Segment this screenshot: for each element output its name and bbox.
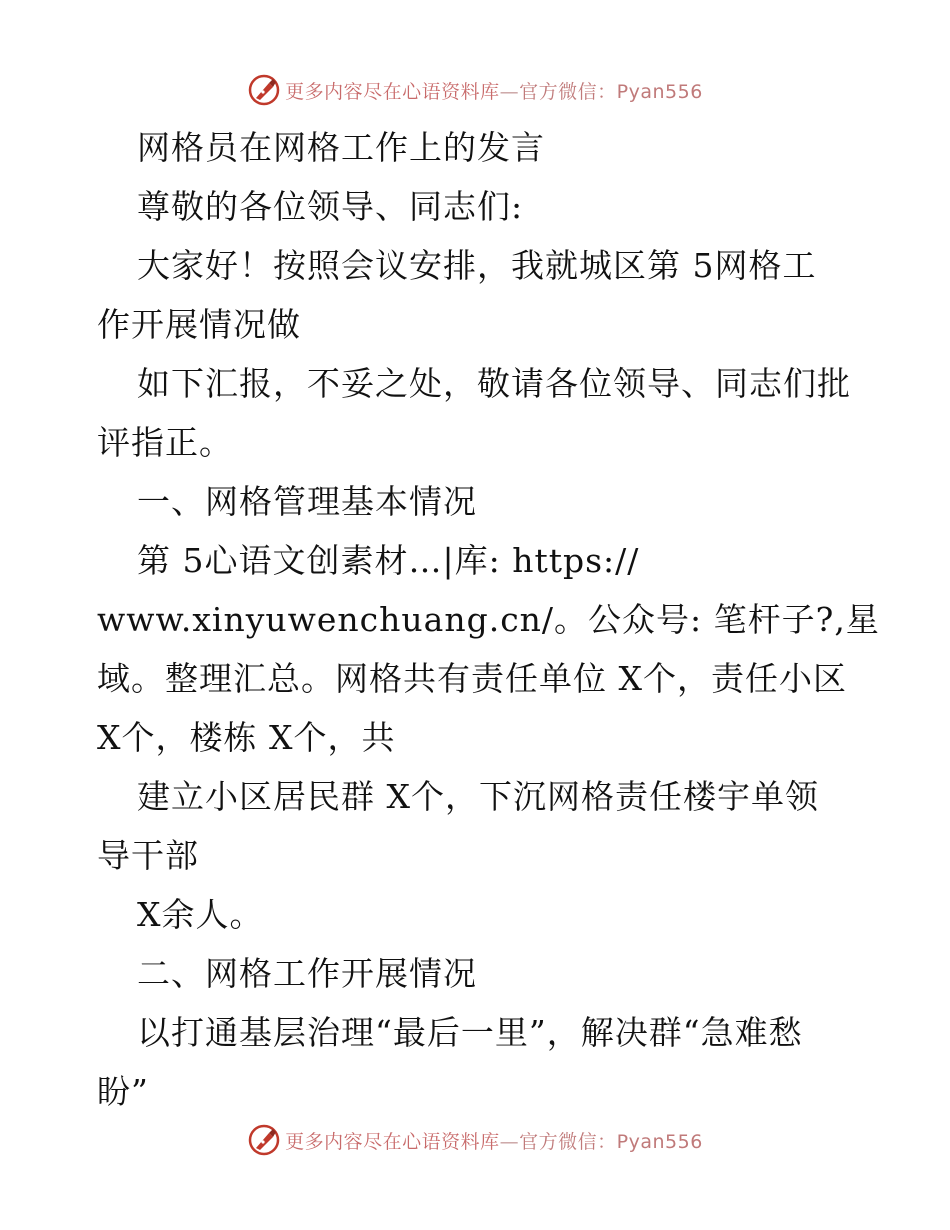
footer-banner	[0, 1120, 950, 1160]
header-banner	[0, 70, 950, 110]
banner-text	[285, 77, 703, 104]
paragraph-line: www.xinyuwenchuang.cn/。公众号: 笔杆子?,星	[97, 600, 880, 639]
paragraph-line: 如下汇报，不妥之处，敬请各位领导、同志们批	[137, 364, 851, 403]
paragraph-line: 以打通基层治理“最后一里”，解决群“急难愁	[137, 1013, 803, 1052]
banner-wechat-text: 官方微信：Pyan556	[519, 80, 703, 103]
banner-dash: —	[499, 80, 520, 103]
banner-main-text: 更多内容尽在心语资料库	[285, 80, 500, 103]
banner-main-text: 更多内容尽在心语资料库	[285, 1130, 500, 1153]
paragraph-line: X余人。	[137, 895, 264, 934]
paragraph-line: 作开展情况做	[97, 305, 301, 344]
section-heading: 二、网格工作开展情况	[137, 954, 477, 993]
banner-wechat-text: 官方微信：Pyan556	[519, 1130, 703, 1153]
pen-nib-circle-icon	[247, 1123, 281, 1157]
paragraph-line: 域。整理汇总。网格共有责任单位 X个，责任小区	[97, 659, 847, 698]
section-heading: 一、网格管理基本情况	[137, 482, 477, 521]
paragraph-line: 盼”	[97, 1072, 149, 1111]
paragraph-line: 建立小区居民群 X个，下沉网格责任楼宇单领	[137, 777, 819, 816]
paragraph-line: 大家好！按照会议安排，我就城区第 5网格工	[137, 246, 817, 285]
banner-text	[285, 1127, 703, 1154]
paragraph-line: 第 5心语文创素材…|库: https://	[137, 541, 640, 580]
pen-nib-circle-icon	[247, 73, 281, 107]
document-title: 网格员在网格工作上的发言	[137, 128, 545, 167]
paragraph-line: X个，楼栋 X个，共	[97, 718, 396, 757]
salutation: 尊敬的各位领导、同志们:	[137, 187, 524, 226]
paragraph-line: 导干部	[97, 836, 199, 875]
paragraph-line: 评指正。	[97, 423, 233, 462]
banner-dash: —	[499, 1130, 520, 1153]
document-body	[97, 118, 880, 1121]
